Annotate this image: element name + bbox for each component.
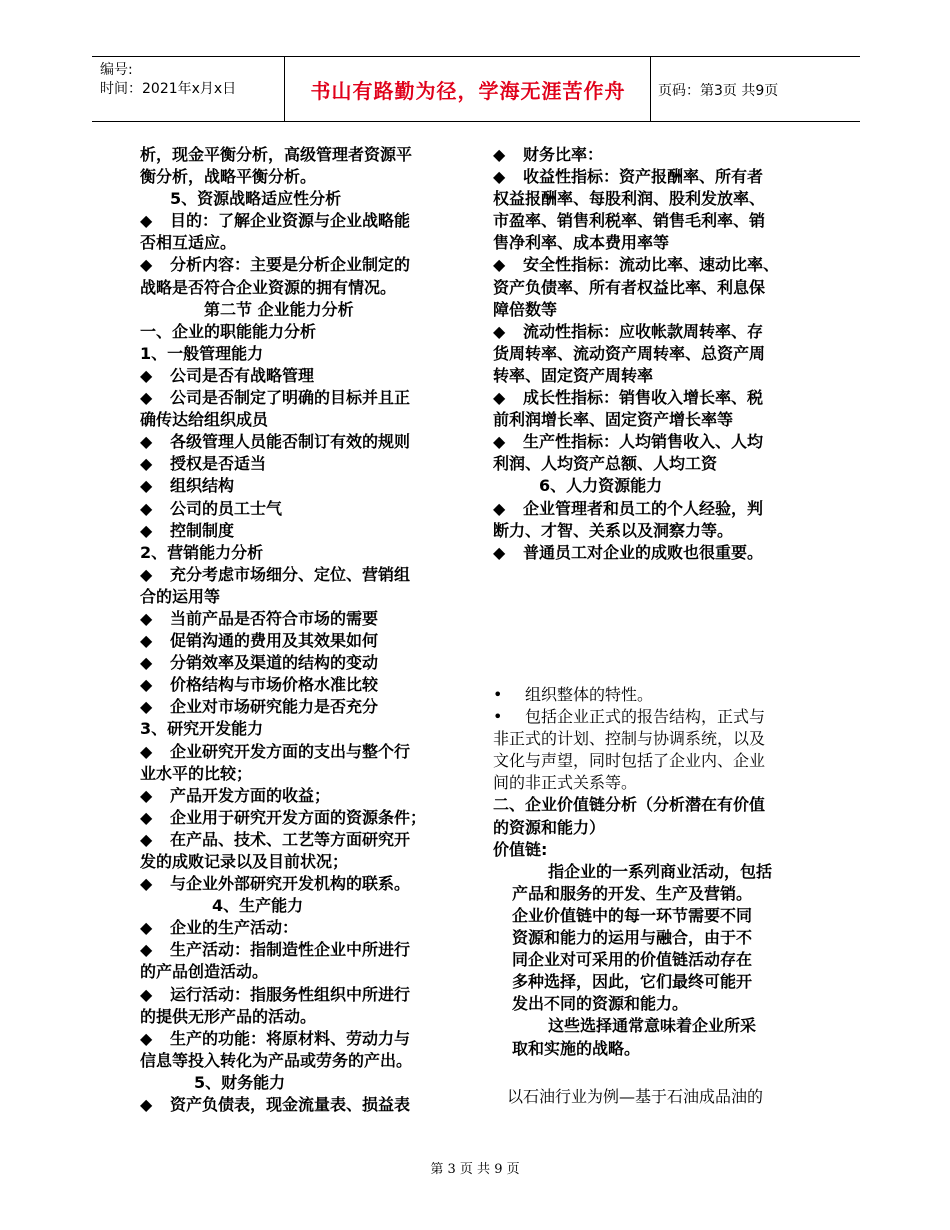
line-text: 衡分析，战略平衡分析。 <box>140 167 317 187</box>
diamond-bullet-icon: ◆ <box>493 388 506 408</box>
line-text: 在产品、技术、工艺等方面研究开 <box>170 829 411 849</box>
line-text: 目的：了解企业资源与企业战略能 <box>170 211 411 231</box>
body-line <box>493 343 823 365</box>
body-line <box>140 895 460 917</box>
line-text: 3、研究开发能力 <box>140 719 264 739</box>
list-item <box>493 684 823 706</box>
body-line <box>140 763 460 785</box>
list-item <box>140 453 460 475</box>
body-line <box>140 586 460 608</box>
diamond-bullet-icon: ◆ <box>140 1095 153 1115</box>
body-line <box>493 409 823 431</box>
list-item <box>140 1094 460 1116</box>
diamond-bullet-icon: ◆ <box>140 432 153 452</box>
diamond-bullet-icon: ◆ <box>140 476 153 496</box>
bullet-text: 组织整体的特性。 <box>525 685 654 704</box>
header-meta <box>100 61 236 99</box>
body-line: 文化与声望，同时包括了企业内、企业 <box>493 751 766 771</box>
body-line <box>140 144 460 166</box>
diamond-bullet-icon: ◆ <box>493 321 506 341</box>
line-text: 断力、才智、关系以及洞察力等。 <box>493 520 734 540</box>
page-header <box>92 56 860 122</box>
list-item <box>140 785 460 807</box>
diamond-bullet-icon: ◆ <box>140 365 153 385</box>
diamond-bullet-icon: ◆ <box>140 1028 153 1048</box>
body-line: 资源和能力的运用与融合，由于不 <box>512 928 753 948</box>
document-time-label: 时间：2021年x月x日 <box>100 81 237 97</box>
body-line <box>493 453 823 475</box>
bullet-dot-icon: • <box>493 685 503 704</box>
diamond-bullet-icon: ◆ <box>493 255 506 275</box>
right-column-bottom <box>493 684 823 1108</box>
line-text: 组织结构 <box>170 476 235 496</box>
body-line <box>140 188 460 210</box>
diamond-bullet-icon: ◆ <box>140 874 153 894</box>
line-text: 障倍数等 <box>493 299 558 319</box>
line-text: 1、一般管理能力 <box>140 343 264 363</box>
body-line: 发出不同的资源和能力。 <box>512 994 689 1014</box>
section-heading: 二、企业价值链分析（分析潜在有价值 <box>493 795 766 815</box>
diamond-bullet-icon: ◆ <box>140 498 153 518</box>
diamond-bullet-icon: ◆ <box>140 564 153 584</box>
line-text: 产品开发方面的收益； <box>170 785 331 805</box>
line-text: 2、营销能力分析 <box>140 542 264 562</box>
line-text: 的提供无形产品的活动。 <box>140 1006 317 1026</box>
body-line <box>140 343 460 365</box>
diamond-bullet-icon: ◆ <box>140 807 153 827</box>
list-item <box>140 807 460 829</box>
list-item <box>140 984 460 1006</box>
list-item <box>140 431 460 453</box>
body-line: 非正式的计划、控制与协调系统，以及 <box>493 729 766 749</box>
line-text: 授权是否适当 <box>170 454 267 474</box>
body-line <box>140 961 460 983</box>
line-text: 企业管理者和员工的个人经验，判 <box>523 498 764 518</box>
list-item <box>140 210 460 232</box>
body-line: 指企业的一系列商业活动，包括 <box>548 861 773 881</box>
line-text: 当前产品是否符合市场的需要 <box>170 608 379 628</box>
line-text: 转率、固定资产周转率 <box>493 365 654 385</box>
body-line: 同企业对可采用的价值链活动存在 <box>512 950 753 970</box>
line-text: 第二节 企业能力分析 <box>204 299 354 319</box>
list-item <box>493 254 823 276</box>
line-text: 各级管理人员能否制订有效的规则 <box>170 432 411 452</box>
body-line: 取和实施的战略。 <box>512 1038 641 1058</box>
line-text: 公司是否制定了明确的目标并且正 <box>170 388 411 408</box>
line-text: 一、企业的职能能力分析 <box>140 321 317 341</box>
line-text: 6、人力资源能力 <box>539 476 663 496</box>
list-item <box>140 387 460 409</box>
line-text: 生产活动：指制造性企业中所进行 <box>170 940 411 960</box>
list-item <box>140 475 460 497</box>
line-text: 企业对市场研究能力是否充分 <box>170 697 379 717</box>
line-text: 否相互适应。 <box>140 233 237 253</box>
value-chain-paragraph <box>493 861 823 1060</box>
body-line: 产品和服务的开发、生产及营销。 <box>512 883 753 903</box>
diamond-bullet-icon: ◆ <box>493 498 506 518</box>
line-text: 利润、人均资产总额、人均工资 <box>493 454 718 474</box>
list-item <box>493 321 823 343</box>
line-text: 生产性指标：人均销售收入、人均 <box>523 432 764 452</box>
line-text: 5、资源战略适应性分析 <box>170 189 342 209</box>
list-item <box>140 630 460 652</box>
list-item <box>493 166 823 188</box>
line-text: 企业用于研究开发方面的资源条件； <box>170 807 427 827</box>
diamond-bullet-icon: ◆ <box>140 918 153 938</box>
section-heading: 的资源和能力） <box>493 817 606 837</box>
line-text: 资产负债表，现金流量表、损益表 <box>170 1095 411 1115</box>
diamond-bullet-icon: ◆ <box>493 542 506 562</box>
list-item <box>493 387 823 409</box>
diamond-bullet-icon: ◆ <box>140 984 153 1004</box>
list-item <box>140 939 460 961</box>
line-text: 4、生产能力 <box>212 896 304 916</box>
diamond-bullet-icon: ◆ <box>140 255 153 275</box>
line-text: 公司是否有战略管理 <box>170 365 315 385</box>
line-text: 生产的功能：将原材料、劳动力与 <box>170 1028 411 1048</box>
body-line <box>140 277 460 299</box>
header-divider <box>650 57 651 121</box>
body-line <box>493 365 823 387</box>
list-item <box>493 498 823 520</box>
list-item <box>140 829 460 851</box>
diamond-bullet-icon: ◆ <box>140 653 153 673</box>
list-item <box>140 674 460 696</box>
list-item <box>140 917 460 939</box>
line-text: 的产品创造活动。 <box>140 962 269 982</box>
line-text: 发的成败记录以及目前状况； <box>140 852 349 871</box>
diamond-bullet-icon: ◆ <box>140 608 153 628</box>
body-line <box>140 851 460 873</box>
list-item <box>140 1028 460 1050</box>
line-text: 充分考虑市场细分、定位、营销组 <box>170 564 411 584</box>
diamond-bullet-icon: ◆ <box>493 167 506 187</box>
document-number-label: 编号: <box>100 62 133 78</box>
line-text: 促销沟通的费用及其效果如何 <box>170 631 379 651</box>
header-motto: 书山有路勤为径，学海无涯苦作舟 <box>310 79 626 103</box>
line-text: 公司的员工士气 <box>170 498 283 518</box>
body-line <box>140 409 460 431</box>
page-footer: 第 3 页 共 9 页 <box>430 1162 520 1177</box>
line-text: 市盈率、销售利税率、销售毛利率、销 <box>493 211 766 231</box>
body-line <box>493 210 823 232</box>
body-line <box>140 299 460 321</box>
list-item <box>140 608 460 630</box>
body-line: 企业价值链中的每一环节需要不同 <box>512 905 753 925</box>
line-text: 财务比率： <box>523 145 604 164</box>
list-item <box>140 873 460 895</box>
body-line <box>493 188 823 210</box>
line-text: 合的运用等 <box>140 586 221 606</box>
body-line <box>140 1050 460 1072</box>
bullet-text: 包括企业正式的报告结构，正式与 <box>525 707 766 727</box>
line-text: 析，现金平衡分析，高级管理者资源平 <box>140 145 413 164</box>
diamond-bullet-icon: ◆ <box>140 675 153 695</box>
line-text: 企业研究开发方面的支出与整个行 <box>170 741 411 761</box>
list-item <box>140 520 460 542</box>
diamond-bullet-icon: ◆ <box>140 454 153 474</box>
header-divider <box>284 57 285 121</box>
line-text: 普通员工对企业的成败也很重要。 <box>523 542 764 562</box>
body-line: 间的非正式关系等。 <box>493 773 638 793</box>
line-text: 前利润增长率、固定资产增长率等 <box>493 410 734 430</box>
line-text: 确传达给组织成员 <box>140 410 269 430</box>
line-text: 信息等投入转化为产品或劳务的产出。 <box>140 1050 413 1070</box>
line-text: 安全性指标：流动比率、速动比率、 <box>523 255 780 275</box>
body-line <box>140 232 460 254</box>
line-text: 货周转率、流动资产周转率、总资产周 <box>493 343 766 363</box>
body-line <box>493 232 823 254</box>
line-text: 战略是否符合企业资源的拥有情况。 <box>140 277 397 297</box>
line-text: 权益报酬率、每股利润、股利发放率、 <box>493 189 766 209</box>
list-item <box>493 542 823 564</box>
bullet-dot-icon: • <box>493 707 503 727</box>
closing-line: 以石油行业为例—基于石油成品油的 <box>507 1086 764 1106</box>
body-line <box>140 1072 460 1094</box>
diamond-bullet-icon: ◆ <box>140 697 153 717</box>
list-item <box>140 254 460 276</box>
line-text: 5、财务能力 <box>194 1072 286 1092</box>
list-item <box>493 431 823 453</box>
body-line <box>493 520 823 542</box>
value-chain-label: 价值链: <box>493 839 548 859</box>
list-item <box>140 564 460 586</box>
line-text: 分销效率及渠道的结构的变动 <box>170 653 379 673</box>
line-text: 流动性指标：应收帐款周转率、存 <box>523 321 764 341</box>
diamond-bullet-icon: ◆ <box>140 520 153 540</box>
line-text: 成长性指标：销售收入增长率、税 <box>523 388 764 408</box>
diamond-bullet-icon: ◆ <box>140 211 153 231</box>
list-item <box>140 696 460 718</box>
list-item <box>140 741 460 763</box>
body-line <box>493 475 823 497</box>
line-text: 业水平的比较； <box>140 763 253 783</box>
body-line <box>493 277 823 299</box>
diamond-bullet-icon: ◆ <box>493 432 506 452</box>
body-line <box>140 166 460 188</box>
diamond-bullet-icon: ◆ <box>493 145 506 164</box>
list-item <box>140 652 460 674</box>
diamond-bullet-icon: ◆ <box>140 631 153 651</box>
diamond-bullet-icon: ◆ <box>140 741 153 761</box>
body-line <box>140 1006 460 1028</box>
body-line: 这些选择通常意味着企业所采 <box>548 1016 757 1036</box>
body-line <box>140 321 460 343</box>
header-page-info: 页码：第3页 共9页 <box>658 83 779 99</box>
line-text: 与企业外部研究开发机构的联系。 <box>170 874 411 894</box>
diamond-bullet-icon: ◆ <box>140 388 153 408</box>
diamond-bullet-icon: ◆ <box>140 785 153 805</box>
line-text: 分析内容：主要是分析企业制定的 <box>170 255 411 275</box>
line-text: 售净利率、成本费用率等 <box>493 233 670 253</box>
body-line <box>493 299 823 321</box>
body-line <box>140 718 460 740</box>
line-text: 控制制度 <box>170 520 235 540</box>
right-column-top <box>493 144 823 564</box>
list-item <box>140 365 460 387</box>
left-column <box>140 144 460 1116</box>
diamond-bullet-icon: ◆ <box>140 940 153 960</box>
line-text: 资产负债率、所有者权益比率、利息保 <box>493 277 766 297</box>
list-item <box>493 706 823 728</box>
line-text: 价格结构与市场价格水准比较 <box>170 675 379 695</box>
list-item <box>493 144 823 166</box>
list-item <box>140 498 460 520</box>
line-text: 企业的生产活动： <box>170 918 299 938</box>
body-line <box>140 542 460 564</box>
line-text: 收益性指标：资产报酬率、所有者 <box>523 167 764 187</box>
line-text: 运行活动：指服务性组织中所进行 <box>170 984 411 1004</box>
diamond-bullet-icon: ◆ <box>140 829 153 849</box>
body-line: 多种选择，因此，它们最终可能开 <box>512 972 753 992</box>
